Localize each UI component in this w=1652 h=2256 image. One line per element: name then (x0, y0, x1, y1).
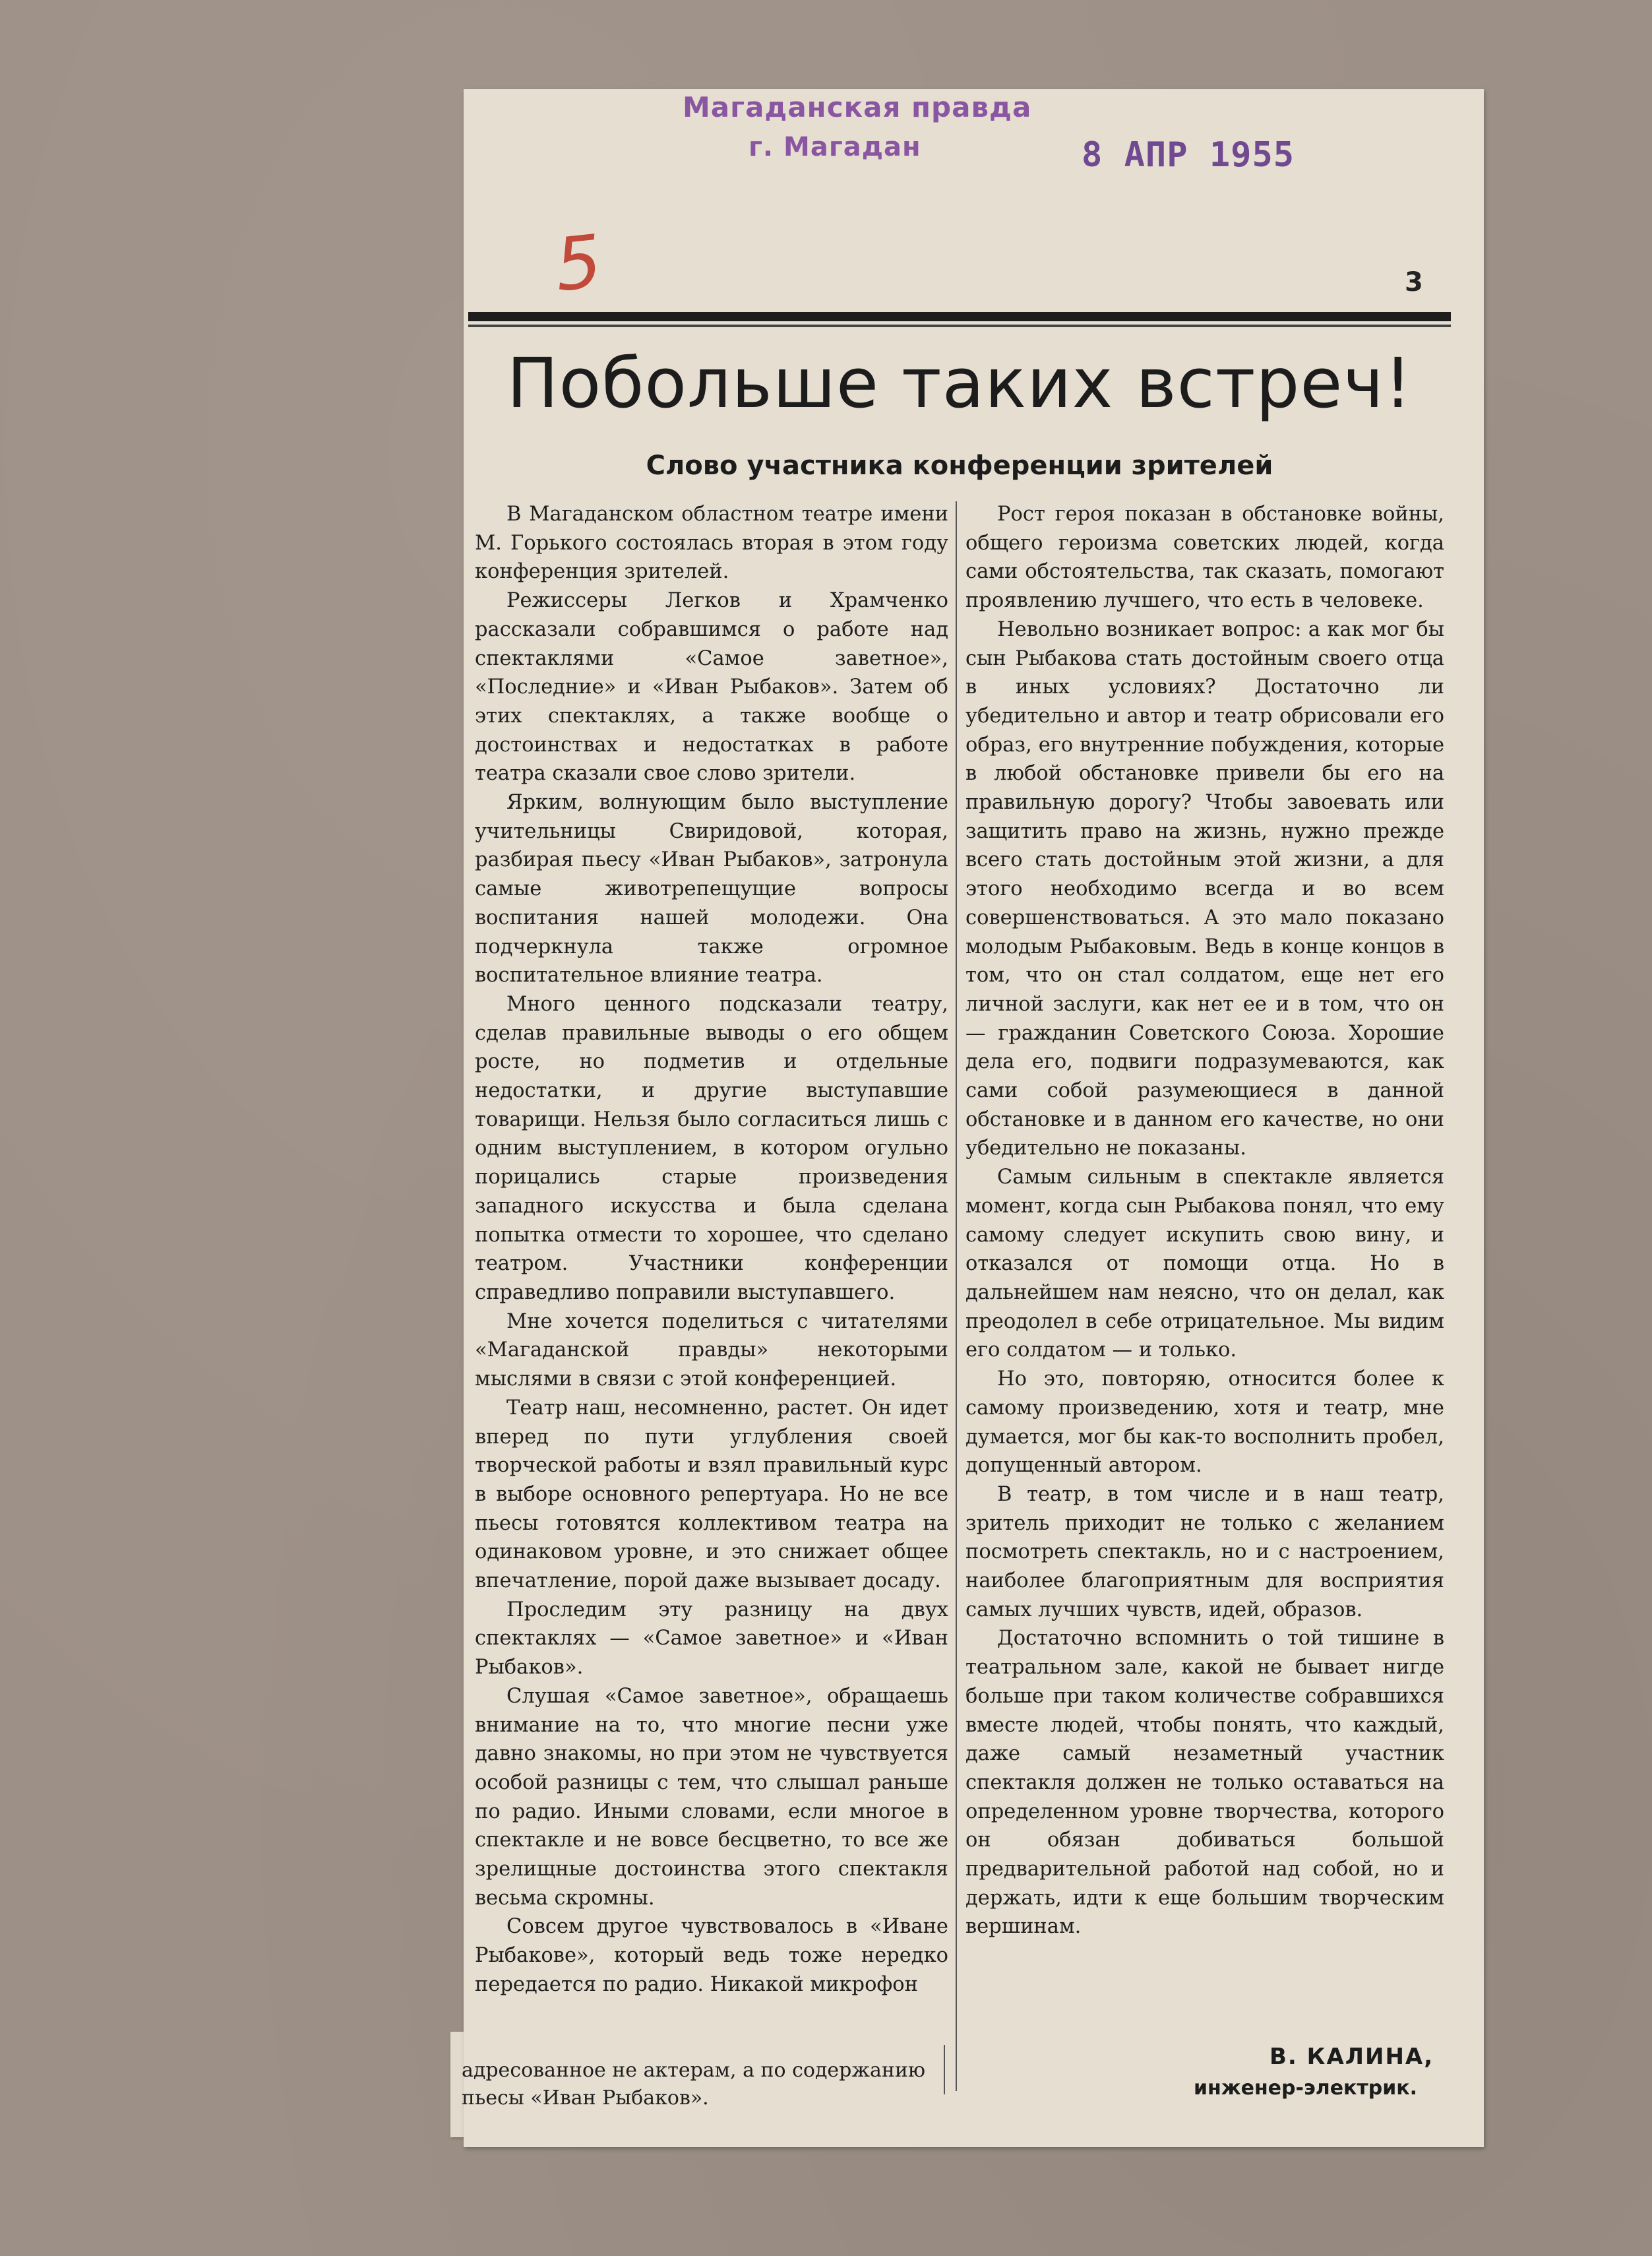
article-subtitle: Слово участника конференции зрителей (646, 451, 1273, 481)
paragraph: В театр, в том числе и в наш театр, зритель приходит не только с желанием посмотреть спектакль, но и с настроением, наиболее благоприятным для восприятия самых лучших чувств, идей, образов. (965, 1482, 1444, 1621)
paragraph: Мне хочется поделиться с читателями «Магаданской правды» некоторыми мыслями в связи с этой конференцией. (475, 1309, 948, 1391)
column-1-continuation: адресованное не актерам, а по содержанию пьесы «Иван Рыбаков». (462, 2059, 925, 2110)
paragraph: Режиссеры Легков и Храмченко рассказали собравшимся о работе над спектаклями «Самое заветное», «Последние» и «Иван Рыбаков». Затем об этих спектаклях, а также вообще о достоинствах и недостатках в работе театра сказали свое слово зрители. (475, 589, 948, 786)
paragraph: В Магаданском областном театре имени М. Горького состоялась вторая в этом году конференция зрителей. (475, 503, 948, 584)
paragraph: Рост героя показан в обстановке войны, общего героизма советских людей, когда сами обстоятельства, так сказать, помогают проявлению лучшего, что есть в человеке. (965, 503, 1444, 613)
header-rule-thin (468, 325, 1451, 327)
column-divider (956, 501, 957, 2091)
author-role: инженер-электрик. (1194, 2077, 1418, 2100)
header-rule-thick (468, 312, 1451, 321)
paragraph: Самым сильным в спектакле является момент, когда сын Рыбакова понял, что ему самому следует искупить свою вину, и отказался от помощи отца. Но в дальнейшем нам неясно, что он делал, как преодолел в себе отрицательное. Мы видим его солдатом — и только. (965, 1166, 1444, 1362)
article-column-1 (475, 500, 948, 1999)
paragraph: Невольно возникает вопрос: а как мог бы сын Рыбакова стать достойным своего отца в иных условиях? Достаточно ли убедительно и автор и театр обрисовали его образ, его внутренние побуждения, которые в любой обстановке привели бы его на правильную дорогу? Чтобы завоевать или защитить право на жизнь, нужно прежде всего стать достойным этой жизни, а для этого необходимо всегда и во всем совершенствоваться. А это мало показано молодым Рыбаковым. Ведь в конце концов в том, что он стал солдатом, еще нет его личной заслуги, как нет ее и в том, что он — гражданин Советского Союза. Хорошие дела его, подвиги подразумеваются, как сами собой разумеющиеся в данной обстановке и в данном его качестве, но они убедительно не показаны. (965, 617, 1444, 1160)
stamp-city: г. Магадан (749, 132, 921, 162)
paragraph: Достаточно вспомнить о той тишине в театральном зале, какой не бывает нигде больше при таком количестве собравшихся вместе людей, чтобы понять, что каждый, даже самый незаметный участник спектакля должен не только оставаться на определенном уровне творчества, которого он обязан добиваться большой предварительной работой над собой, но и держать, идти к еще большим творческим вершинам. (965, 1627, 1444, 1939)
stamp-date: 8 АПР 1955 (1082, 135, 1295, 175)
column-divider-lower (944, 2045, 945, 2094)
paragraph: Слушая «Самое заветное», обращаешь внимание на то, что многие песни уже давно знакомы, но при этом не чувствуется особой разницы с тем, что слышал раньше по радио. Иными словами, если многое в спектакле и не вовсе бесцветно, то все же зрелищные достоинства этого спектакля весьма скромны. (475, 1684, 948, 1910)
paragraph: Совсем другое чувствовалось в «Иване Рыбакове», который ведь тоже нередко передается по радио. Никакой микрофон (475, 1915, 948, 1996)
author-name: В. КАЛИНА, (1270, 2044, 1434, 2070)
paragraph: Проследим эту разницу на двух спектаклях — «Самое заветное» и «Иван Рыбаков». (475, 1598, 948, 1679)
paragraph: Ярким, волнующим было выступление учительницы Свиридовой, которая, разбирая пьесу «Иван Рыбаков», затронула самые животрепещущие вопросы воспитания нашей молодежи. Она подчеркнула также огромное воспитательное влияние театра. (475, 791, 948, 987)
page-number: 3 (1405, 267, 1423, 298)
stamp-newspaper-name: Магаданская правда (683, 91, 1032, 123)
paragraph: Театр наш, несомненно, растет. Он идет вперед по пути углубления своей творческой работы и взял правильный курс в выборе основного репертуара. Но не все пьесы готовятся коллективом театра на одинаковом уровне, и это снижает общее впечатление, порой даже вызывает досаду. (475, 1396, 948, 1593)
paragraph: Но это, повторяю, относится более к самому произведению, хотя и театр, мне думается, мог бы как-то восполнить пробел, допущенный автором. (965, 1367, 1444, 1478)
paragraph: Много ценного подсказали театру, сделав правильные выводы о его общем росте, но подметив и отдельные недостатки, и другие выступавшие товарищи. Нельзя было согласиться лишь с одним выступлением, в котором огульно порицались старые произведения западного искусства и была сделана попытка отмести то хорошее, что сделано театром. Участники конференции справедливо поправили выступавшего. (475, 992, 948, 1304)
handwritten-mark: 5 (551, 218, 606, 308)
article-title: Побольше таких встреч! (506, 343, 1413, 423)
article-column-2 (965, 500, 1444, 1941)
